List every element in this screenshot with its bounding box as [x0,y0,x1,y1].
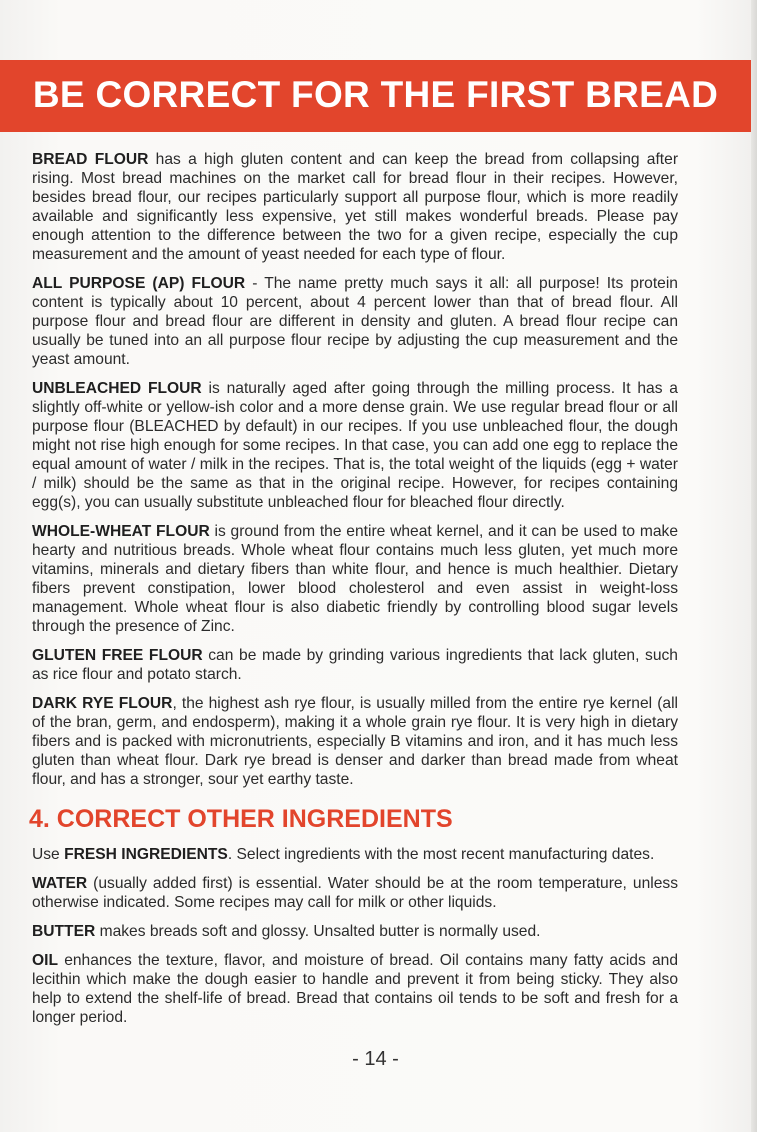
paragraph-dark-rye-flour [32,694,678,789]
paragraph-text: makes breads soft and glossy. Unsalted butter is normally used. [95,923,541,940]
paragraph-prefix: Use [32,846,65,863]
main-content [29,150,679,1037]
page-number: - 14 - [352,1048,399,1070]
paragraph-text: , the highest ash rye flour, is usually milled from the entire rye kernel (all of the bran, germ, and endosperm), making it a whole grain rye flour. It is very high in dietary fibers and is packed with micronutrients, especially B vitamins and iron, and it has much less gluten than wheat flour. Dark rye bread is denser and darker than bread made from wheat flour, and has a stronger, sour yet earthy taste. [32,695,679,788]
paragraph-all-purpose-flour [32,274,678,369]
term-label: OIL [32,952,58,969]
paragraph-gluten-free-flour [32,646,678,684]
term-label: UNBLEACHED FLOUR [32,380,202,397]
term-label: WHOLE-WHEAT FLOUR [32,523,210,540]
paragraph-text: enhances the texture, flavor, and moisture of bread. Oil contains many fatty acids and lecithin which make the dough easier to handle and prevent it from being sticky. They also help to extend the shelf-life of bread. Bread that contains oil tends to be soft and fresh for a longer period. [32,952,678,1026]
paragraph-butter [32,922,678,941]
term-label: WATER [32,875,88,892]
term-label: FRESH INGREDIENTS [64,846,228,863]
banner-title: BE CORRECT FOR THE FIRST BREAD [32,74,719,115]
paragraph-text: has a high gluten content and can keep the bread from collapsing after rising. Most bread machines on the market call for bread flour in their recipes. However, besides bread flour, our recipes particularly support all purpose flour, which is more readily available and significantly less expensive, yet still makes wonderful breads. Please pay enough attention to the difference between the two for a given recipe, especially the cup measurement and the amount of yeast needed for each type of flour. [32,151,679,263]
paragraph-text: . Select ingredients with the most recent manufacturing dates. [227,846,655,863]
paragraph-unbleached-flour [32,379,678,512]
paragraph-text: - The name pretty much says it all: all purpose! Its protein content is typically about 10 percent, about 4 percent lower than that of bread flour. All purpose flour and bread flour are different in density and gluten. A bread flour recipe can usually be tuned into an all purpose flour recipe by adjusting the cup measurement and the yeast amount. [32,275,678,368]
term-label: GLUTEN FREE FLOUR [32,647,203,664]
section-title: 4. CORRECT OTHER INGREDIENTS [29,805,453,833]
header-banner [0,60,751,132]
paragraph-text: is naturally aged after going through the milling process. It has a slightly off-white or yellow-ish color and a more dense grain. We use regular bread flour or all purpose flour (BLEACHED by default) in our recipes. If you use unbleached flour, the dough might not rise high enough for some recipes. In that case, you can add one egg to replace the equal amount of water / milk in the recipes. That is, the total weight of the liquids (egg + water / milk) should be the same as that in the original recipe. However, for recipes containing egg(s), you can usually substitute unbleached flour for bleached flour directly. [32,380,678,511]
term-label: ALL PURPOSE (AP) FLOUR [32,275,246,292]
term-label: BUTTER [32,923,96,940]
term-label: BREAD FLOUR [32,151,149,168]
paragraph-fresh-ingredients [32,845,678,864]
paragraph-text: can be made by grinding various ingredients that lack gluten, such as rice flour and potato starch. [32,647,678,683]
paragraph-bread-flour [32,150,678,264]
page-edge [751,0,757,1132]
paragraph-water [32,874,678,912]
paragraph-text: (usually added first) is essential. Water should be at the room temperature, unless otherwise indicated. Some recipes may call for milk or other liquids. [32,875,678,911]
paragraph-text: is ground from the entire wheat kernel, and it can be used to make hearty and nutritious breads. Whole wheat flour contains much less gluten, yet much more vitamins, minerals and dietary fibers than white flour, and hence is much healthier. Dietary fibers prevent constipation, lower blood cholesterol and even assist in weight-loss management. Whole wheat flour is also diabetic friendly by controlling blood sugar levels through the presence of Zinc. [32,523,678,635]
term-label: DARK RYE FLOUR [32,695,173,712]
paragraph-whole-wheat-flour [32,522,678,636]
paragraph-oil [32,951,678,1027]
